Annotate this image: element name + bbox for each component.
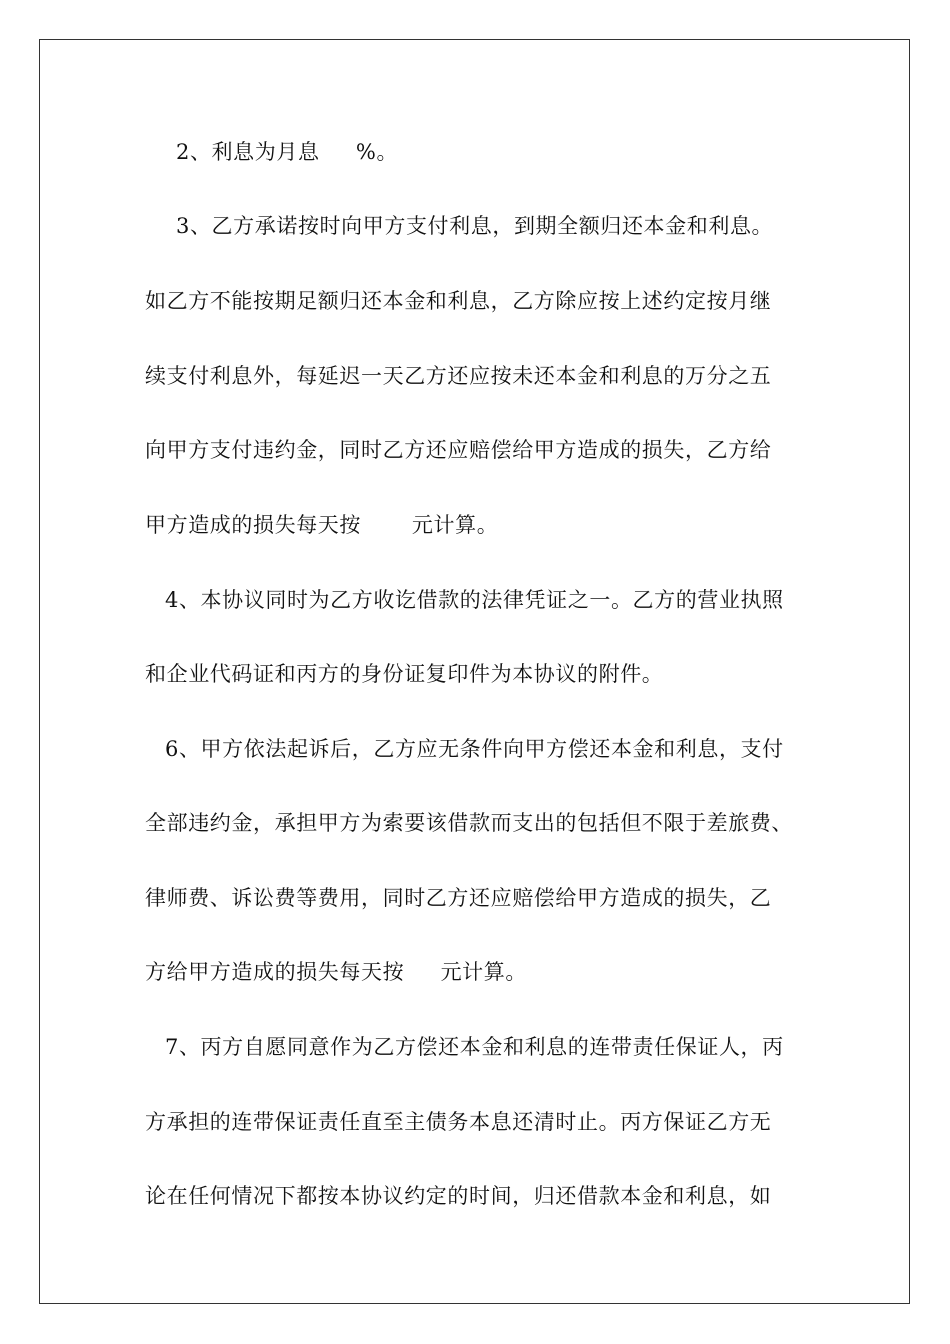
- clause-7-line-2: 方承担的连带保证责任直至主债务本息还清时止。丙方保证乙方无: [145, 1110, 772, 1134]
- clause-3-line-2: 如乙方不能按期足额归还本金和利息，乙方除应按上述约定按月继: [145, 289, 772, 313]
- clause-6-line-3: 律师费、诉讼费等费用，同时乙方还应赔偿给甲方造成的损失，乙: [145, 886, 772, 910]
- clause-3-line-1: 3、乙方承诺按时向甲方支付利息，到期全额归还本金和利息。: [176, 214, 774, 238]
- clause-3-line-5: 甲方造成的损失每天按 元计算。: [145, 513, 499, 537]
- clause-6-line-1: 6、甲方依法起诉后，乙方应无条件向甲方偿还本金和利息，支付: [165, 737, 784, 761]
- clause-4-line-1: 4、本协议同时为乙方收讫借款的法律凭证之一。乙方的营业执照: [165, 588, 784, 612]
- clause-2-line: 2、利息为月息 %。: [176, 140, 399, 164]
- clause-6-line-2: 全部违约金，承担甲方为索要该借款而支出的包括但不限于差旅费、: [145, 811, 793, 835]
- clause-3-line-4: 向甲方支付违约金，同时乙方还应赔偿给甲方造成的损失，乙方给: [145, 438, 772, 462]
- clause-7-line-3: 论在任何情况下都按本协议约定的时间，归还借款本金和利息，如: [145, 1184, 772, 1208]
- clause-6-line-4: 方给甲方造成的损失每天按 元计算。: [145, 960, 527, 984]
- clause-7-line-1: 7、丙方自愿同意作为乙方偿还本金和利息的连带责任保证人，丙: [165, 1035, 784, 1059]
- clause-4-line-2: 和企业代码证和丙方的身份证复印件为本协议的附件。: [145, 662, 664, 686]
- clause-3-line-3: 续支付利息外，每延迟一天乙方还应按未还本金和利息的万分之五: [145, 364, 772, 388]
